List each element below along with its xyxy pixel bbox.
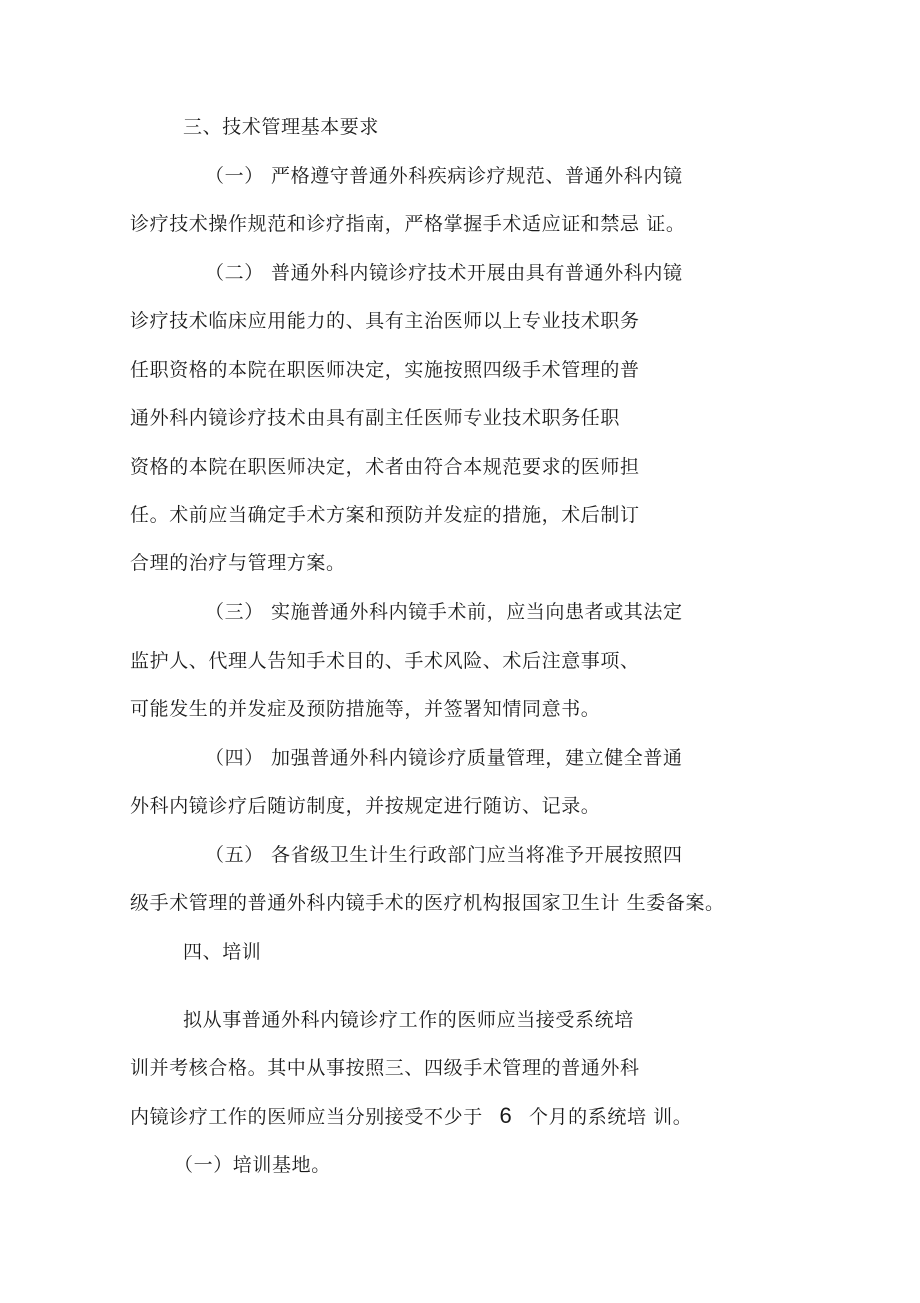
item-2-line-3: 任职资格的本院在职医师决定，实施按照四级手术管理的普 [130,359,640,381]
item-2-line-1: 普通外科内镜诊疗技术开展由具有普通外科内镜 [271,262,683,284]
item-1-line-1: 严格遵守普通外科疾病诊疗规范、普通外科内镜 [271,165,683,187]
item-3-line-2: 监护人、代理人告知手术目的、手术风险、术后注意事项、 [130,650,640,672]
training-para-line-3-after: 个月的系统培 训。 [528,1106,693,1128]
item-2-line-5: 资格的本院在职医师决定，术者由符合本规范要求的医师担 [130,456,640,478]
training-para-line-1: 拟从事普通外科内镜诊疗工作的医师应当接受系统培 [183,1009,634,1031]
section-3-heading: 三、技术管理基本要求 [183,116,380,138]
item-1-marker: （一） [205,165,264,187]
item-3-line-3: 可能发生的并发症及预防措施等，并签署知情同意书。 [130,698,601,720]
item-5-line-1: 各省级卫生计生行政部门应当将准予开展按照四 [271,844,683,866]
item-2-line-7: 合理的治疗与管理方案。 [130,552,346,574]
item-5-line-2: 级手术管理的普通外科内镜手术的医疗机构报国家卫生计 生委备案。 [130,892,725,914]
training-months-number: 6 [499,1103,513,1128]
training-para-line-3-before: 内镜诊疗工作的医师应当分别接受不少于 [130,1106,483,1128]
item-4-marker: （四） [205,747,264,769]
item-1-line-2: 诊疗技术操作规范和诊疗指南，严格掌握手术适应证和禁忌 证。 [130,213,686,235]
training-base-heading: （一）培训基地。 [174,1154,331,1176]
item-3-line-1: 实施普通外科内镜手术前，应当向患者或其法定 [271,601,683,623]
item-2-line-2: 诊疗技术临床应用能力的、具有主治医师以上专业技术职务 [130,310,640,332]
item-2-line-6: 任。术前应当确定手术方案和预防并发症的措施，术后制订 [130,504,640,526]
training-para-line-2: 训并考核合格。其中从事按照三、四级手术管理的普通外科 [130,1057,640,1079]
item-2-marker: （二） [205,262,264,284]
item-3-marker: （三） [205,601,264,623]
item-2-line-4: 通外科内镜诊疗技术由具有副主任医师专业技术职务任职 [130,407,621,429]
training-para-line-3 [130,1104,692,1129]
section-4-heading: 四、培训 [183,941,262,963]
item-4-line-2: 外科内镜诊疗后随访制度，并按规定进行随访、记录。 [130,795,601,817]
item-5-marker: （五） [205,844,264,866]
item-4-line-1: 加强普通外科内镜诊疗质量管理，建立健全普通 [271,747,683,769]
